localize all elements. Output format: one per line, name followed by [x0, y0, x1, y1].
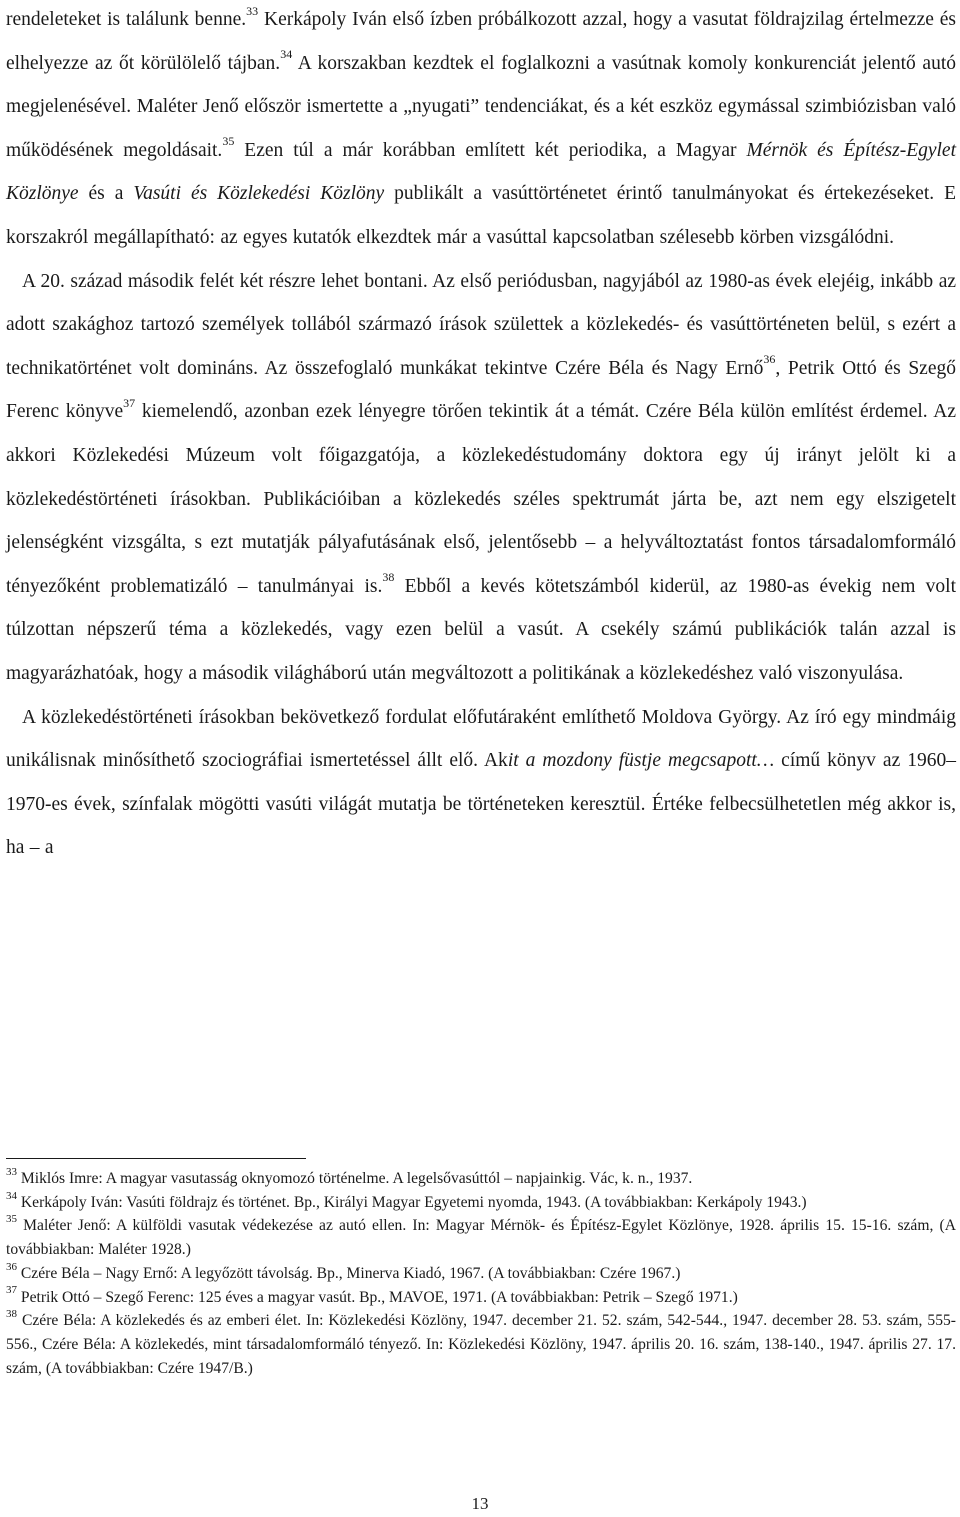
footnote-34	[6, 1191, 956, 1215]
footnote-38	[6, 1309, 956, 1380]
footnote-ref-37[interactable]: 37	[123, 395, 136, 410]
footnote-ref-36[interactable]: 36	[763, 352, 776, 367]
footnote-number: 34	[6, 1189, 17, 1202]
footnotes-section	[6, 1158, 956, 1380]
text-run: A korszakban kezdtek el foglalkozni a vasútnak komoly konkurenciát jelentő autó megjelenésével. Maléter Jenő először ismertette a „nyugati” tendenciákat, és a két eszköz egymással szimbiózisban való működésének megoldásait.	[6, 52, 957, 161]
footnote-ref-38[interactable]: 38	[382, 570, 395, 585]
footnote-number: 38	[6, 1308, 17, 1321]
paragraph-3	[6, 696, 956, 870]
text-run: A közlekedéstörténeti írásokban bekövetkező fordulat előfutáraként említhető Moldova György. Az író egy mindmáig unikálisnak minősíthető szociográfiai ismertetéssel állt elő. Ak	[6, 706, 956, 772]
page-number: 13	[471, 1494, 489, 1513]
footnote-ref-33[interactable]: 33	[246, 3, 259, 18]
text-run: Ebből a kevés kötetszámból kiderül, az 1980-as évekig nem volt túlzottan népszerű téma a közlekedés, vagy ezen belül a vasút. A csekély számú publikációk talán azzal is magyarázhatóak, hogy a második világháború után megváltozott a politikának a közlekedéshez való viszonyulása.	[6, 575, 956, 684]
footnote-text: Miklós Imre: A magyar vasutasság oknyomozó történelme. A legelsővasúttól – napjainkig. Vác, k. n., 1937.	[17, 1170, 693, 1187]
footnote-text: Kerkápoly Iván: Vasúti földrajz és történet. Bp., Királyi Magyar Egyetemi nyomda, 1943. (A továbbiakban: Kerkápoly 1943.)	[17, 1193, 807, 1211]
paragraph-2	[6, 260, 956, 696]
footnote-number: 36	[6, 1260, 17, 1273]
footnote-36	[6, 1262, 956, 1286]
footnote-number: 35	[6, 1213, 17, 1226]
text-run: rendeleteket is találunk benne.	[6, 9, 247, 30]
text-run: Ezen túl a már korábban említett két periodika, a Magyar	[234, 139, 747, 161]
footnote-33	[6, 1167, 956, 1191]
footnote-ref-35[interactable]: 35	[222, 134, 235, 149]
footnote-text: Maléter Jenő: A külföldi vasutak védekezése az autó ellen. In: Magyar Mérnök- és Építész-Egylet Közlönye, 1928. április 15. 15-16. szám, (A továbbiakban: Maléter 1928.)	[6, 1217, 956, 1259]
footnote-number: 37	[6, 1284, 17, 1297]
book-title: it a mozdony füstje megcsapott…	[507, 750, 775, 772]
paragraph-1	[6, 0, 956, 260]
footnote-text: Czére Béla: A közlekedés és az emberi élet. In: Közlekedési Közlöny, 1947. december 21. 52. szám, 542-544., 1947. december 28. 53. szám, 555-556., Czére Béla: A közlekedés, mint társadalomformáló tényező. In: Közlekedési Közlöny, 1947. április 20. 16. szám, 138-140., 1947. április 27. 17. szám, (A továbbiakban: Czére 1947/B.)	[6, 1312, 956, 1377]
text-run: , Petrik Ottó és Szegő Ferenc könyve	[6, 357, 956, 423]
periodical-title: Vasúti és Közlekedési Közlöny	[133, 183, 385, 205]
footnote-37	[6, 1286, 956, 1310]
footnote-ref-34[interactable]: 34	[280, 47, 293, 62]
footnote-text: Czére Béla – Nagy Ernő: A legyőzött távolság. Bp., Minerva Kiadó, 1967. (A továbbiakban: Czére 1967.)	[17, 1264, 681, 1282]
text-run: című könyv az 1960–1970-es évek, színfalak mögötti vasúti világát mutatja be történeteken keresztül. Értéke felbecsülhetetlen még akkor is, ha – a	[6, 750, 956, 859]
text-run: Kerkápoly Iván első ízben próbálkozott azzal, hogy a vasutat földrajzilag értelmezze és elhelyezze az őt körülölelő tájban.	[6, 9, 956, 74]
footnote-text: Petrik Ottó – Szegő Ferenc: 125 éves a magyar vasút. Bp., MAVOE, 1971. (A továbbiakban: Petrik – Szegő 1971.)	[17, 1288, 738, 1306]
page-body	[6, 0, 956, 870]
footnote-35	[6, 1214, 956, 1261]
text-run: publikált a vasúttörténetet érintő tanulmányokat és értekezéseket. E korszakról megállapítható: az egyes kutatók elkezdtek már a vasúttal kapcsolatban szélesebb körben vizsgálódni.	[6, 183, 956, 248]
footnote-number: 33	[6, 1165, 17, 1178]
text-run: kiemelendő, azonban ezek lényegre törően tekintik át a témát. Czére Béla külön említést érdemel. Az akkori Közlekedési Múzeum volt főigazgatója, a közlekedéstudomány doktora egy új irányt jelölt ki a közlekedéstörténeti írásokban. Publikációiban a közlekedés széles spektrumát járta be, azt nem egy elszigetelt jelenségként vizsgálta, s ezt mutatják pályafutásának első, jelentősebb – a helyváltoztatást fontos társadalomformáló tényezőként problematizáló – tanulmányai is.	[6, 401, 956, 597]
text-run: és a	[78, 183, 134, 205]
periodical-title: Mérnök és Építész-Egylet Közlönye	[6, 139, 956, 205]
footnote-divider	[6, 1158, 306, 1159]
text-run: A 20. század második felét két részre lehet bontani. Az első periódusban, nagyjából az 1980-as évek elejéig, inkább az adott szakághoz tartozó személyek tollából származó írások születtek a közlekedés- és vasúttörténeten belül, s ezért a technikatörténet volt domináns. Az összefoglaló munkákat tekintve Czére Béla és Nagy Ernő	[6, 270, 956, 379]
